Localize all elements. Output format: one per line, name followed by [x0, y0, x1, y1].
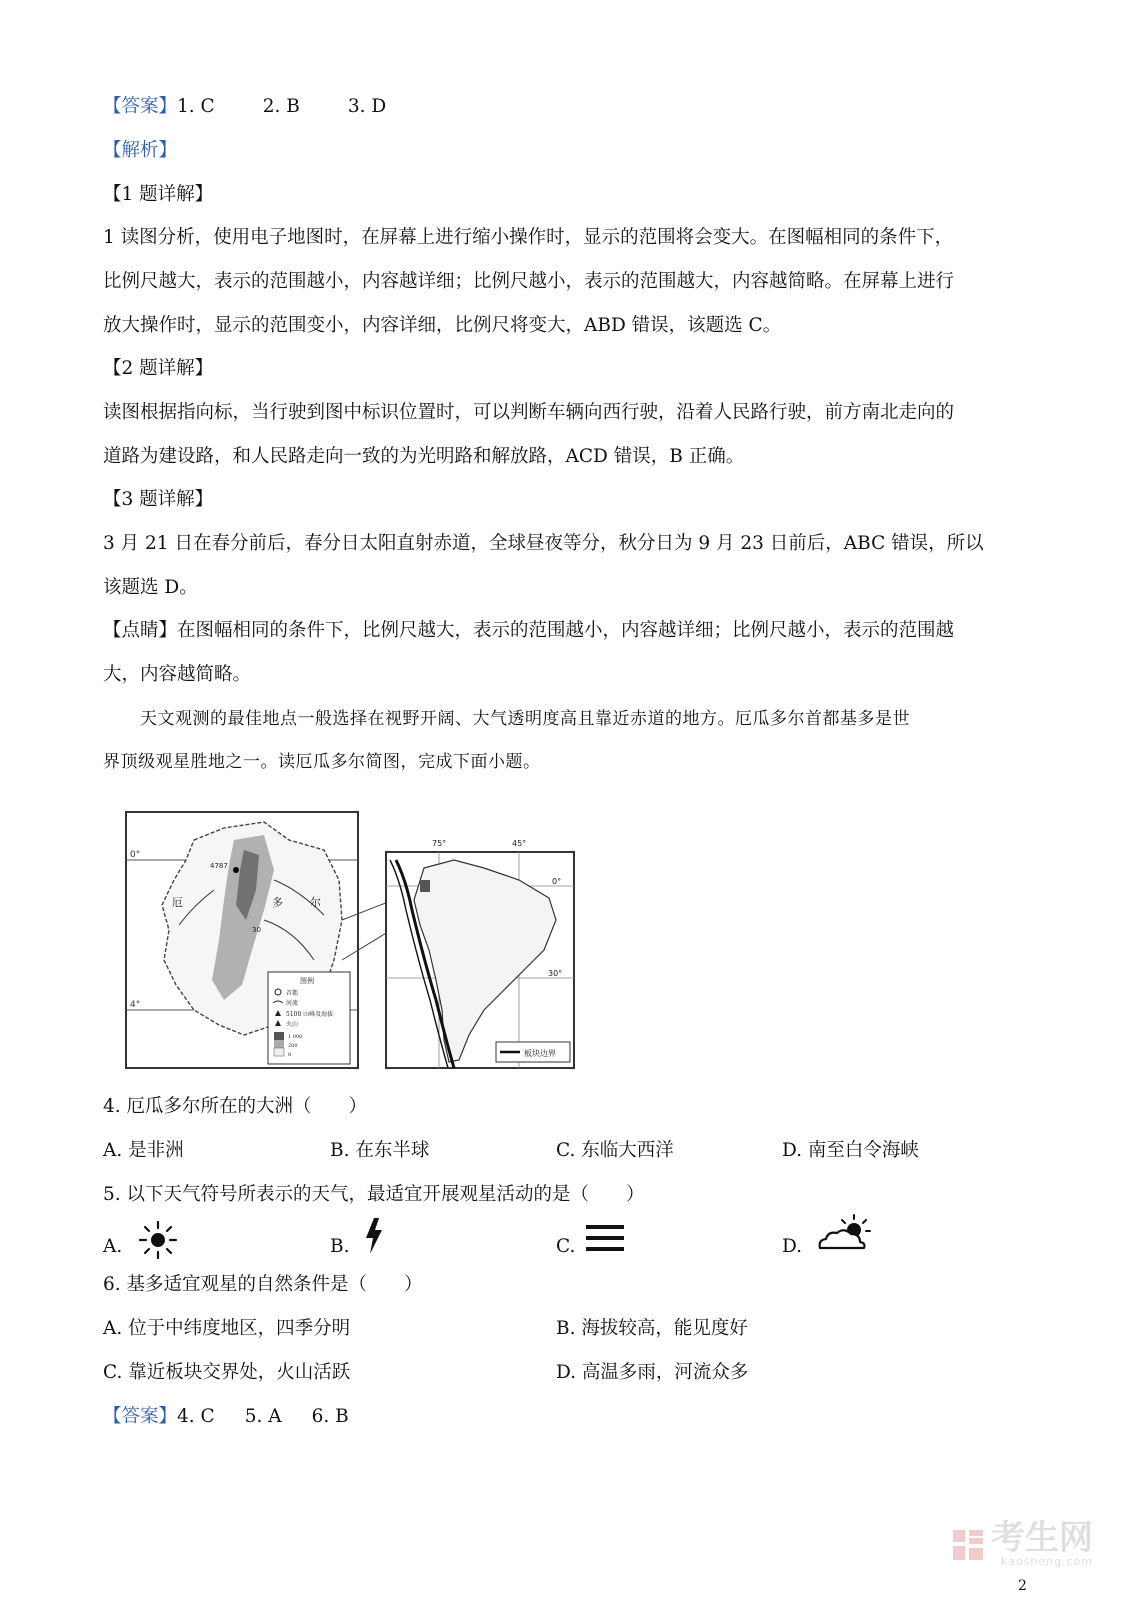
page-number: 2	[1018, 1578, 1027, 1594]
capital-marker	[233, 867, 239, 873]
elevation-swatch	[274, 1040, 284, 1048]
q4-stem: 4. 厄瓜多尔所在的大洲（ ）	[103, 1096, 368, 1117]
answer-line-1	[103, 94, 1033, 120]
watermark-url: kaosheng.com	[1000, 1555, 1093, 1568]
lat0-label: 0°	[130, 850, 141, 860]
elevation-swatch	[274, 1048, 284, 1056]
tip-label: 【点睛】	[103, 620, 178, 641]
boundary-legend-label: 板块边界	[524, 1049, 556, 1058]
legend-item: 河流	[286, 1000, 299, 1007]
q4-option-c: C. 东临大西洋	[556, 1140, 674, 1161]
option-label: D.	[782, 1236, 803, 1257]
lat0-label: 0°	[552, 877, 562, 886]
answer-item: 6. B	[311, 1406, 349, 1427]
option-label: A.	[103, 1236, 123, 1257]
legend-item: 5100 山峰及海拔	[286, 1011, 334, 1018]
q2-detail-line: 道路为建设路，和人民路走向一致的为光明路和解放路，ACD 错误，B 正确。	[103, 446, 745, 467]
q1-detail-heading: 【1 题详解】	[103, 184, 214, 205]
legend-scale: 200	[288, 1043, 298, 1049]
map-label: 多	[272, 896, 283, 909]
answer-label: 【答案】	[103, 1406, 178, 1427]
q4-option-a: A. 是非洲	[103, 1140, 184, 1161]
q5-option-a	[103, 1234, 122, 1260]
partly-cloudy-icon	[814, 1212, 876, 1254]
q4-option-d: D. 南至白令海峡	[782, 1140, 919, 1161]
legend-item: 首都	[286, 990, 299, 997]
passage-line: 天文观测的最佳地点一般选择在视野开阔、大气透明度高且靠近赤道的地方。厄瓜多尔首都基多是世	[140, 709, 910, 729]
analysis-label: 【解析】	[103, 140, 178, 161]
legend-scale: 0	[288, 1052, 292, 1058]
q2-detail-line: 读图根据指向标，当行驶到图中标识位置时，可以判断车辆向西行驶，沿着人民路行驶，前方南北走向的	[103, 402, 955, 423]
lon45-label: 45°	[512, 839, 527, 848]
q4-option-b: B. 在东半球	[330, 1140, 430, 1161]
tip-text: 在图幅相同的条件下，比例尺越大，表示的范围越小，内容越详细；比例尺越小，表示的范围越	[177, 620, 955, 641]
option-label: C.	[556, 1236, 576, 1257]
legend-item: 火山	[286, 1021, 299, 1028]
lightning-icon	[360, 1216, 388, 1256]
kaosheng-logo-icon	[951, 1528, 985, 1562]
ecuador-highlight	[420, 880, 430, 892]
q2-detail-heading: 【2 题详解】	[103, 358, 214, 379]
map-label: 厄	[172, 896, 183, 909]
passage-line: 界顶级观星胜地之一。读厄瓜多尔简图，完成下面小题。	[103, 752, 541, 772]
q5-option-b	[330, 1234, 349, 1260]
q1-detail-line: 比例尺越大，表示的范围越小，内容越详细；比例尺越小，表示的范围越大，内容越简略。在屏幕上进行	[103, 271, 955, 292]
sunny-icon	[136, 1218, 180, 1262]
q3-detail-line: 该题选 D。	[103, 577, 198, 598]
tip-line: 大，内容越简略。	[103, 664, 252, 685]
legend-title: 图例	[300, 977, 314, 985]
lon75-label: 75°	[432, 839, 447, 848]
answer-item: 5. A	[244, 1406, 282, 1427]
q1-detail-line: 1 读图分析，使用电子地图时，在屏幕上进行缩小操作时，显示的范围将会变大。在图幅相同的条件下，	[103, 227, 954, 248]
q6-stem: 6. 基多适宜观星的自然条件是（ ）	[103, 1274, 423, 1295]
fog-icon	[584, 1222, 626, 1254]
legend-scale: 1 000	[288, 1034, 303, 1040]
elevation-swatch	[274, 1032, 284, 1040]
lat30-label: 30°	[548, 969, 563, 978]
answer-item: 4. C	[177, 1406, 215, 1427]
watermark-cn: 考生网	[991, 1518, 1093, 1558]
answer-line-2	[103, 1404, 1033, 1430]
answer-item: 2. B	[262, 96, 300, 117]
tip-line	[103, 618, 1033, 644]
answer-item: 1. C	[177, 96, 215, 117]
option-label: B.	[330, 1236, 350, 1257]
q3-detail-line: 3 月 21 日在春分前后，春分日太阳直射赤道，全球昼夜等分，秋分日为 9 月 23 日前后，ABC 错误，所以	[103, 533, 984, 554]
q3-detail-heading: 【3 题详解】	[103, 489, 214, 510]
q6-option-d: D. 高温多雨，河流众多	[556, 1362, 749, 1383]
lat4-label: 4°	[130, 1000, 141, 1010]
elevation-label: 4787	[210, 862, 228, 870]
q6-option-b: B. 海拔较高，能见度好	[556, 1318, 748, 1339]
q1-detail-line: 放大操作时，显示的范围变小，内容详细，比例尺将变大，ABD 错误，该题选 C。	[103, 315, 782, 336]
map-number-label: 30	[252, 926, 261, 934]
answer-label: 【答案】	[103, 96, 178, 117]
ecuador-map-figure	[124, 810, 644, 1082]
q6-option-c: C. 靠近板块交界处，火山活跃	[103, 1362, 351, 1383]
answer-item: 3. D	[347, 96, 387, 117]
q6-option-a: A. 位于中纬度地区，四季分明	[103, 1318, 351, 1339]
q5-stem: 5. 以下天气符号所表示的天气，最适宜开展观星活动的是（ ）	[103, 1184, 645, 1205]
watermark	[951, 1518, 1093, 1568]
q5-option-d	[782, 1234, 802, 1260]
map-label: 尔	[310, 896, 321, 909]
q5-option-c	[556, 1234, 575, 1260]
